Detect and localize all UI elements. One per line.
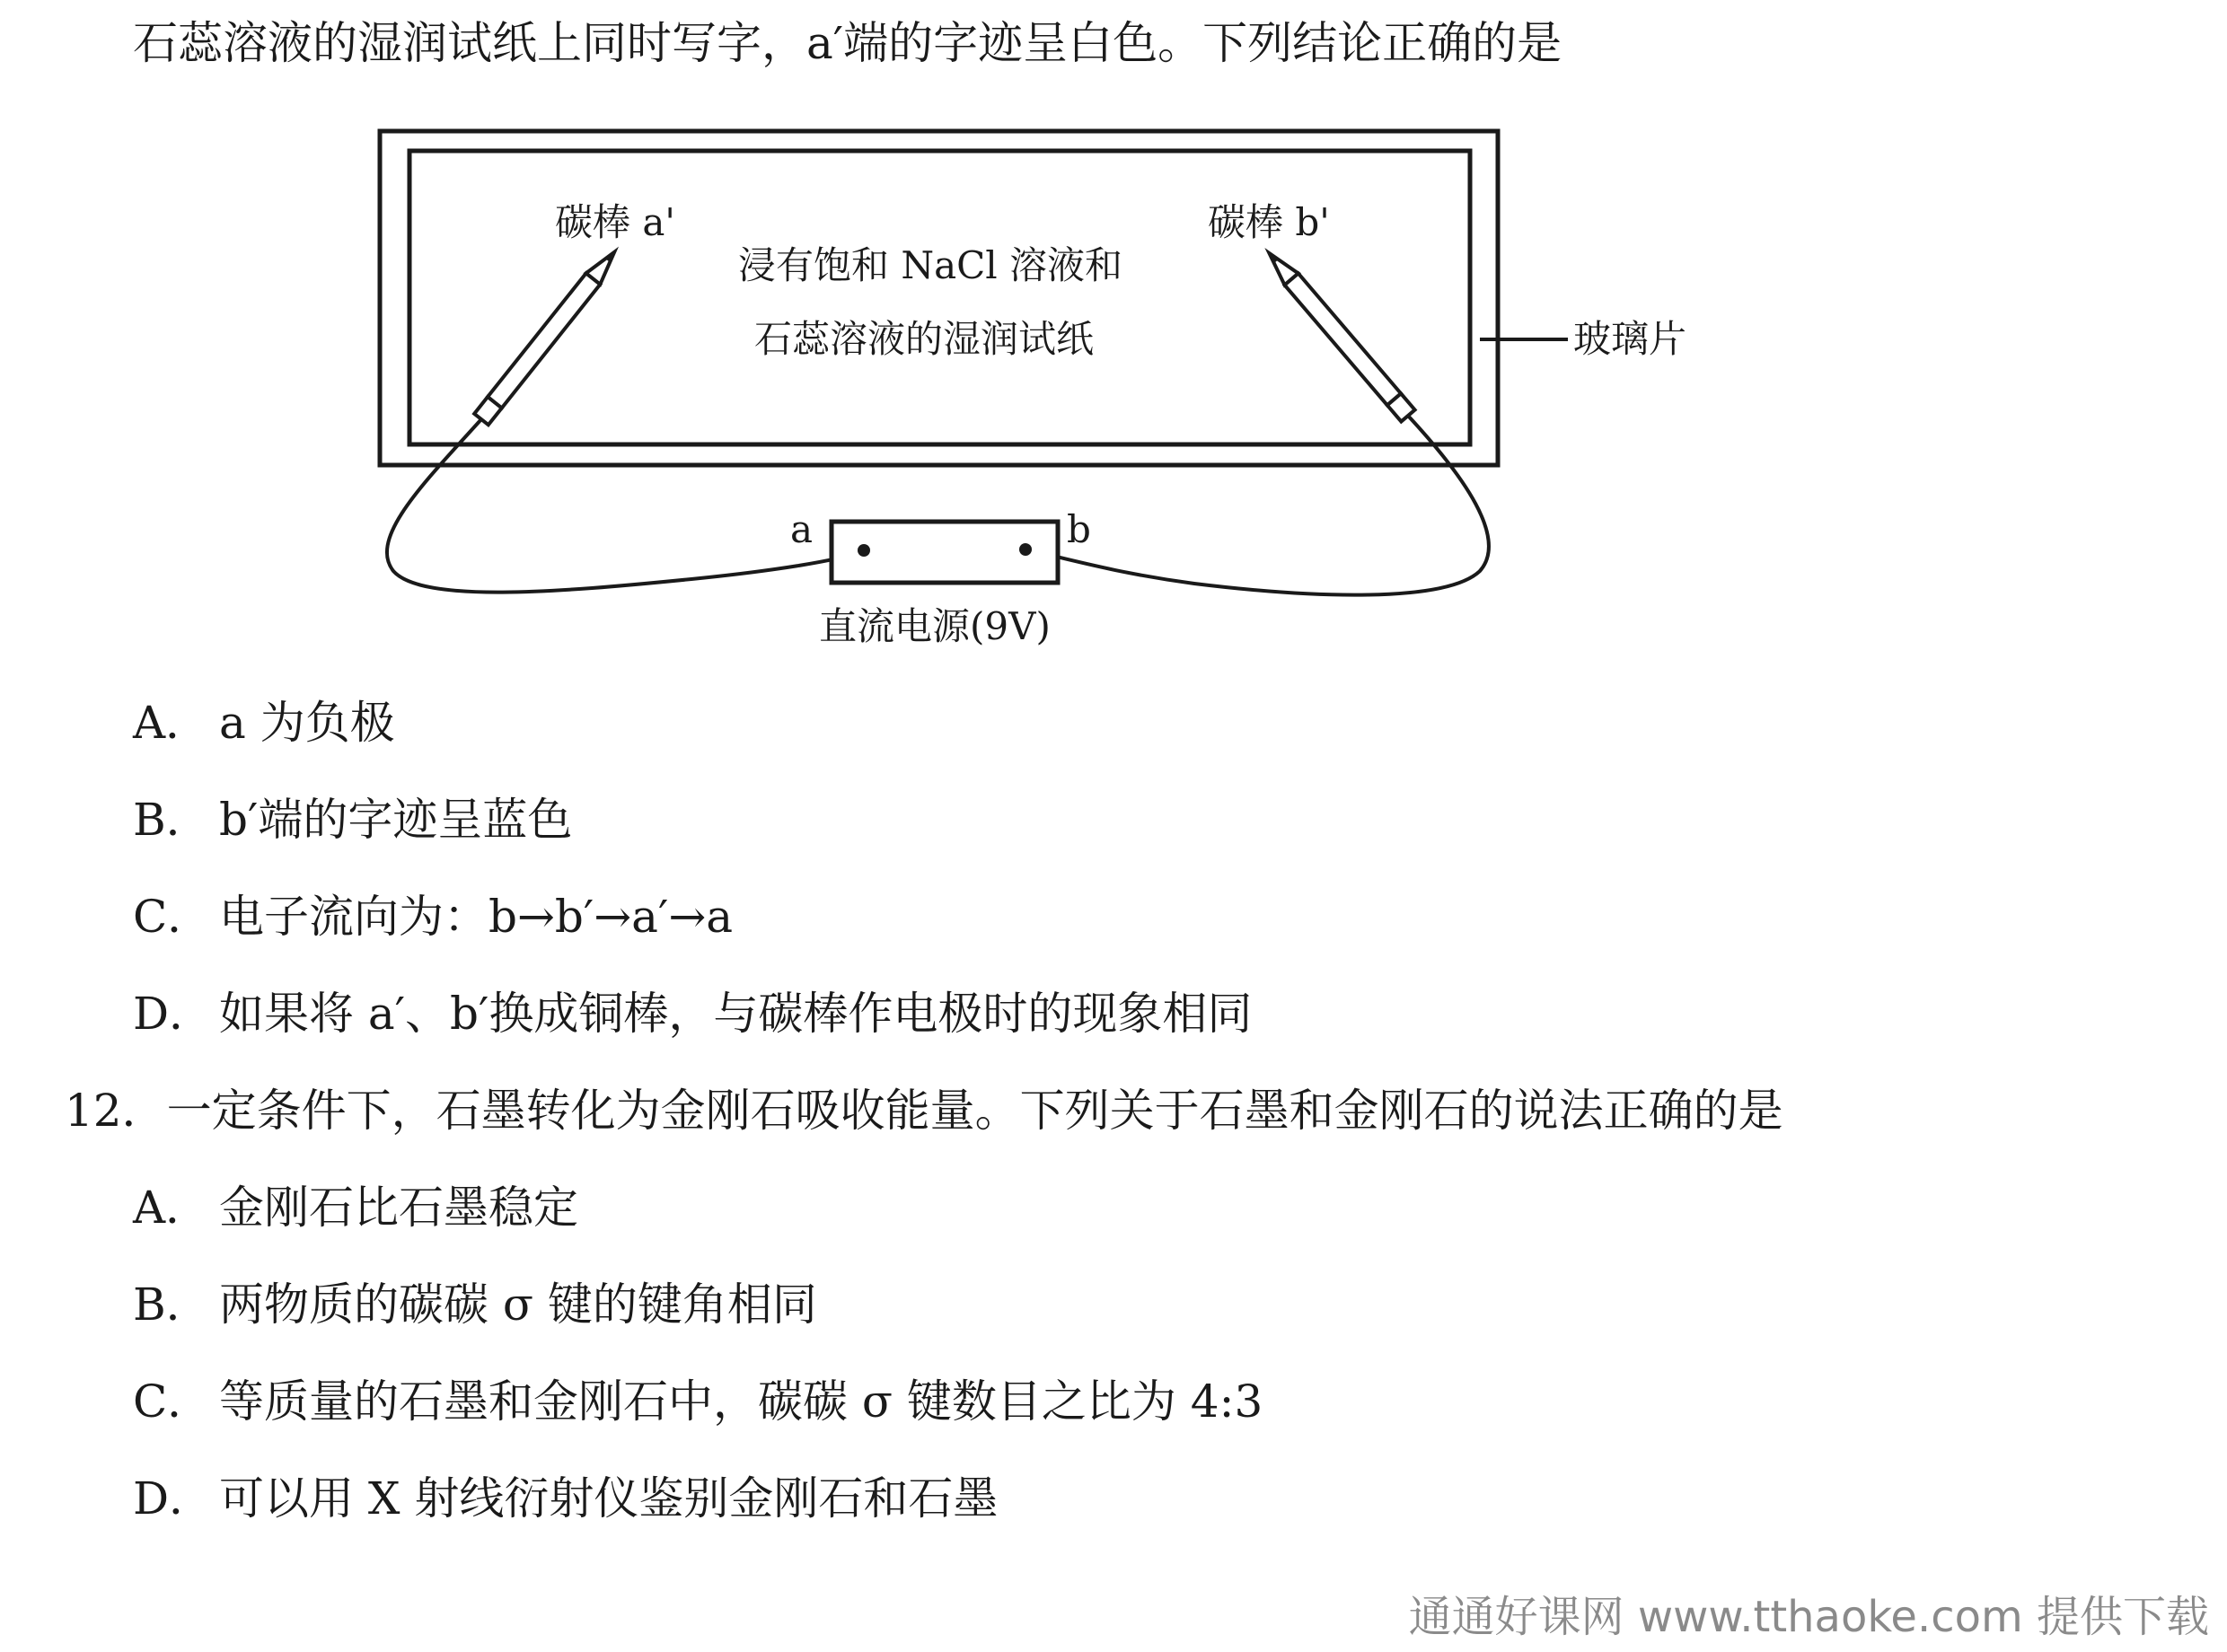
q11-option-a	[133, 696, 395, 750]
power-supply-label: 直流电源(9V)	[819, 604, 1051, 648]
rod-b-label: 碳棒 b'	[1208, 200, 1330, 244]
option-text: 等质量的石墨和金刚石中，碳碳 σ 键数目之比为 4:3	[219, 1375, 1263, 1428]
q12-option-d	[133, 1472, 998, 1525]
paper-label-line2: 石蕊溶液的湿润试纸	[754, 317, 1095, 361]
option-letter: A．	[133, 1182, 211, 1234]
electrolysis-diagram	[0, 0, 2227, 682]
option-letter: C．	[133, 891, 213, 943]
q11-option-b	[133, 793, 572, 847]
option-letter: A．	[133, 697, 211, 749]
glass-plate	[380, 131, 1498, 465]
q12-option-a	[133, 1181, 578, 1235]
option-letter: C．	[133, 1375, 213, 1428]
source-watermark: 通通好课网 www.tthaoke.com 提供下载	[1408, 1592, 2209, 1642]
rod-a-label: 碳棒 a'	[555, 200, 675, 244]
terminal-a-dot	[858, 544, 870, 557]
option-letter: B．	[133, 794, 211, 846]
question-12-stem	[65, 1084, 1783, 1138]
option-text: a 为负极	[219, 697, 395, 749]
paper-label-line1: 浸有饱和 NaCl 溶液和	[738, 243, 1123, 287]
q12-option-b	[133, 1278, 817, 1331]
question-stem: 一定条件下，石墨转化为金刚石吸收能量。下列关于石墨和金刚石的说法正确的是	[166, 1085, 1783, 1137]
carbon-rod-a-prime	[474, 242, 625, 425]
terminal-b-dot	[1019, 543, 1032, 556]
option-text: 可以用 X 射线衍射仪鉴别金刚石和石墨	[219, 1472, 999, 1525]
question-11-intro: 石蕊溶液的湿润试纸上同时写字，a′端的字迹呈白色。下列结论正确的是	[133, 17, 1562, 69]
option-text: 电子流向为：b→b′→a′→a	[219, 891, 734, 943]
option-text: b′端的字迹呈蓝色	[219, 794, 573, 846]
option-text: 金刚石比石墨稳定	[219, 1182, 578, 1234]
option-letter: D．	[133, 1472, 215, 1525]
terminal-b-label: b	[1067, 507, 1091, 551]
q11-option-d	[133, 987, 1252, 1041]
question-number: 12．	[65, 1085, 167, 1137]
terminal-a-label: a	[790, 507, 814, 551]
q11-option-c	[133, 890, 733, 944]
option-text: 如果将 a′、b′换成铜棒，与碳棒作电极时的现象相同	[219, 988, 1253, 1040]
q12-option-c	[133, 1375, 1263, 1428]
option-text: 两物质的碳碳 σ 键的键角相同	[219, 1279, 817, 1331]
option-letter: B．	[133, 1279, 211, 1331]
glass-label: 玻璃片	[1573, 317, 1687, 361]
option-letter: D．	[133, 988, 215, 1040]
carbon-rod-b-prime	[1259, 243, 1415, 422]
